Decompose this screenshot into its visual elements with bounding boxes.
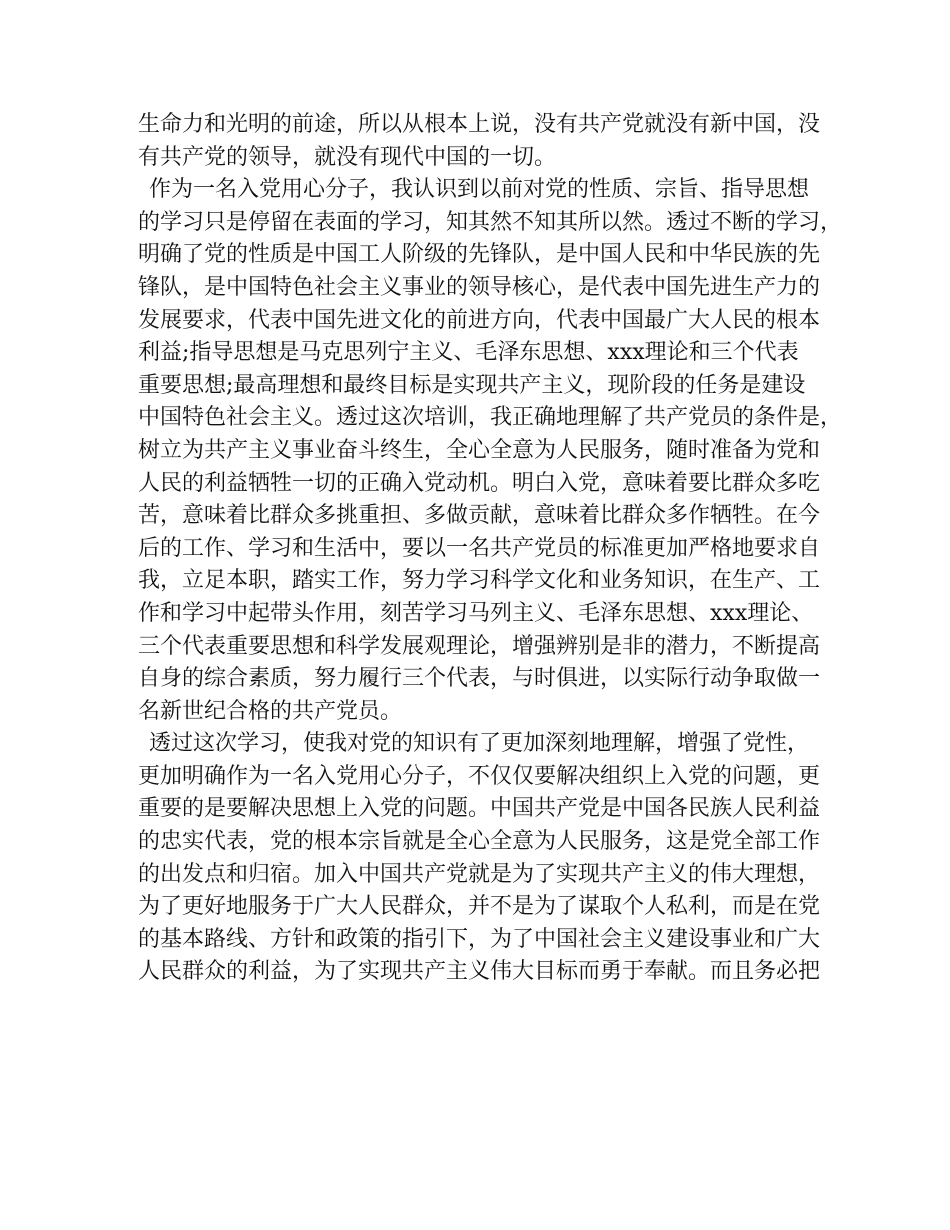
text-line: 自身的综合素质，努力履行三个代表，与时俱进，以实际行动争取做一	[138, 666, 821, 692]
text-line: 树立为共产主义事业奋斗终生，全心全意为人民服务，随时准备为党和	[138, 437, 821, 463]
text-line: 更加明确作为一名入党用心分子，不仅仅要解决组织上入党的问题，更	[138, 763, 821, 789]
text-line: 的基本路线、方针和政策的指引下，为了中国社会主义建设事业和广大	[138, 926, 821, 952]
text-line: 苦，意味着比群众多挑重担、多做贡献，意味着比群众多作牺牲。在今	[138, 503, 821, 529]
text-line: 人民群众的利益，为了实现共产主义伟大目标而勇于奉献。而且务必把	[138, 959, 821, 985]
text-line: 锋队，是中国特色社会主义事业的领导核心，是代表中国先进生产力的	[138, 274, 821, 300]
text-line: 三个代表重要思想和科学发展观理论，增强辨别是非的潜力，不断提高	[138, 633, 821, 659]
text-line: 名新世纪合格的共产党员。	[138, 698, 403, 724]
paragraph-2	[138, 174, 843, 728]
text-line: 作和学习中起带头作用，刻苦学习马列主义、毛泽东思想、xxx理论、	[138, 600, 814, 626]
text-line: 生命力和光明的前途，所以从根本上说，没有共产党就没有新中国，没	[138, 112, 821, 137]
text-line: 人民的利益牺牲一切的正确入党动机。明白入党，意味着要比群众多吃	[138, 470, 821, 496]
paragraph-3	[138, 728, 828, 989]
text-line: 利益;指导思想是马克思列宁主义、毛泽东思想、xxx理论和三个代表	[138, 340, 799, 366]
text-line: 中国特色社会主义。透过这次培训，我正确地理解了共产党员的条件是，	[138, 405, 843, 431]
text-line: 我，立足本职，踏实工作，努力学习科学文化和业务知识，在生产、工	[138, 568, 821, 594]
text-line: 有共产党的领导，就没有现代中国的一切。	[138, 144, 557, 170]
text-line: 发展要求，代表中国先进文化的前进方向，代表中国最广大人民的根本	[138, 307, 821, 333]
text-line: 后的工作、学习和生活中，要以一名共产党员的标准更加严格地要求自	[138, 535, 821, 561]
text-line: 的学习只是停留在表面的学习，知其然不知其所以然。透过不断的学习，	[138, 209, 843, 235]
text-line: 作为一名入党用心分子，我认识到以前对党的性质、宗旨、指导思想	[149, 177, 810, 203]
text-line: 为了更好地服务于广大人民群众，并不是为了谋取个人私利，而是在党	[138, 894, 821, 920]
document-body	[138, 109, 843, 989]
text-line: 重要的是要解决思想上入党的问题。中国共产党是中国各民族人民利益	[138, 796, 821, 822]
text-line: 的出发点和归宿。加入中国共产党就是为了实现共产主义的伟大理想，	[138, 861, 821, 887]
text-line: 重要思想;最高理想和最终目标是实现共产主义，现阶段的任务是建设	[138, 372, 806, 398]
text-line: 透过这次学习，使我对党的知识有了更加深刻地理解，增强了党性，	[149, 731, 810, 757]
text-line: 明确了党的性质是中国工人阶级的先锋队，是中国人民和中华民族的先	[138, 242, 821, 268]
text-line: 的忠实代表，党的根本宗旨就是全心全意为人民服务，这是党全部工作	[138, 829, 821, 855]
paragraph-1	[138, 109, 828, 174]
